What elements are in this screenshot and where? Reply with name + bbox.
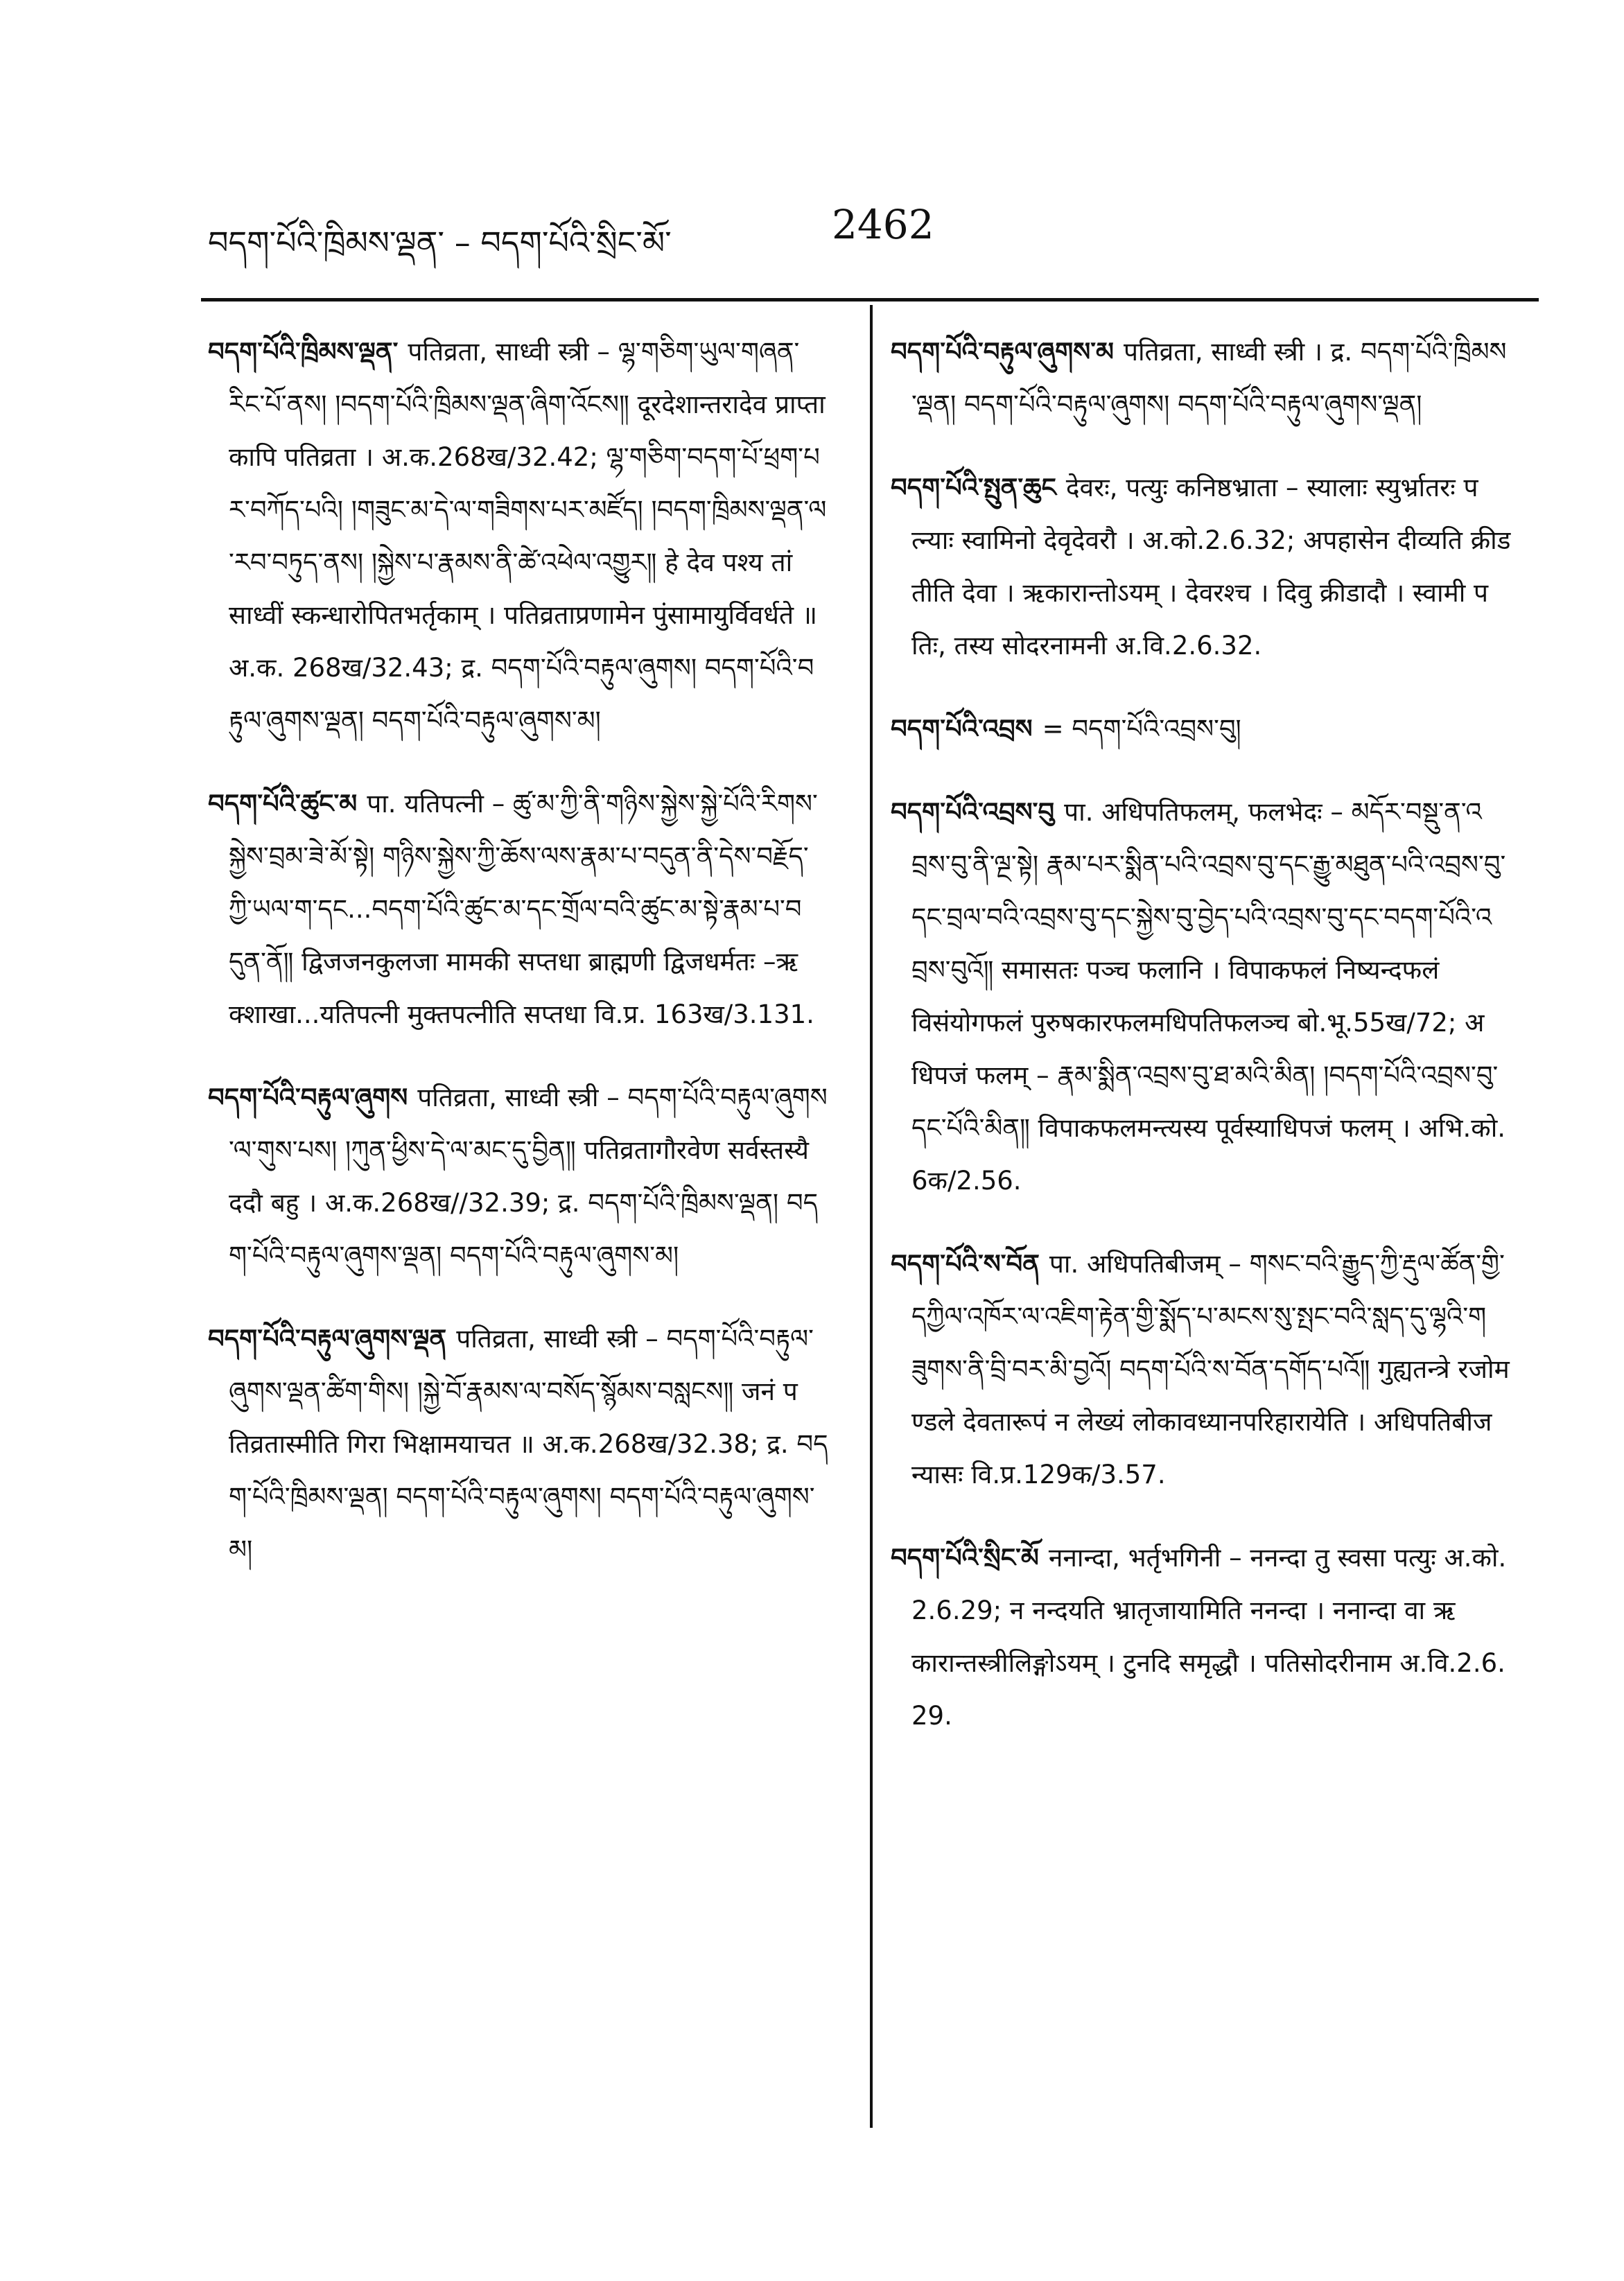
entry-headword: བདག་པོའི་འབྲས [891,714,1033,744]
dictionary-entry [891,1238,1511,1501]
dictionary-entry [208,778,828,1041]
entry-headword: བདག་པོའི་འབྲས་བུ [891,797,1055,827]
entry-text: पा. यतिपत्नी – ཚུ་མ་ཀྱི་ནི་གཉིས་སྐྱེས་སྐྱེ་པོའི་རིགས་སྐྱེས་བྲམ་ཟེ་མོ་སྟེ། གཉིས་སྐྱེས་ཀྱི་ཆོས་ལས་རྣམ་པ་བདུན་ནི་དེས་བརྗོད་ཀྱི་ཡལ་ག་དང...བདག་པོའི་ཚུང་མ་དང་གྲོལ་བའི་ཚུང་མ་སྟེ་རྣམ་པ་བདུན་ནོ༎ द्विजजनकुलजा मामकी सप्तधा ब्राह्मणी द्विजधर्मतः –ऋक्शाखा...यतिपत्नी मुक्तपत्नीति सप्तधा वि.प्र. 163ख/3.131. [229,789,818,1029]
entry-headword: བདག་པོའི་སྤུན་ཆུང [891,473,1056,502]
page-number: 2462 [832,201,934,248]
entry-text: = བདག་པོའི་འབྲས་བུ། [1042,714,1241,744]
entry-headword: བདག་པོའི་ཁྲིམས་ལྡན་ [208,337,399,367]
entry-text: ननान्दा, भर्तृभगिनी – ननन्दा तु स्वसा पत्युः अ.को.2.6.29; न नन्दयति भ्रातृजायामिति ननन्दा । ननान्दा वा ऋकारान्तस्त्रीलिङ्गोऽयम् । टुनदि समृद्धौ । पतिसोदरीनाम अ.वि.2.6.29. [911,1543,1507,1731]
column-divider [870,305,873,2128]
entry-text: पतिव्रता, साध्वी स्त्री – ལྷ་གཅིག་ཡུལ་གཞན་རིང་པོ་ནས། །བདག་པོའི་ཁྲིམས་ལྡན་ཞིག་འོངས༎ दूरदेशान्तरादेव प्राप्ता कापि पतिव्रता । अ.क.268ख/32.42; ལྷ་གཅིག་བདག་པོ་ཕྲག་པར་བཀོད་པའི། །གཟུང་མ་དེ་ལ་གཟིགས་པར་མཛོད། །བདག་ཁྲིམས་ལྡན་ལ་རབ་བཏུད་ནས། །སྐྱེས་པ་རྣམས་ནི་ཚེ་འཕེལ་འགྱུར༎ हे देव पश्य तां साध्वीं स्कन्धारोपितभर्तृकाम् । पतिव्रताप्रणामेन पुंसामायुर्विवर्धते ॥ अ.क. 268ख/32.43; द्र. བདག་པོའི་བརྟུལ་ཞུགས། བདག་པོའི་བརྟུལ་ཞུགས་ལྡན། བདག་པོའི་བརྟུལ་ཞུགས་མ། [229,337,827,735]
entry-headword: བདག་པོའི་སྲིང་མོ [891,1543,1039,1573]
dictionary-entry [208,1072,828,1282]
entry-text: पा. अधिपतिफलम्, फलभेदः – མདོར་བསྡུ་ན་འབྲས་བུ་ནི་ལྔ་སྟེ། རྣམ་པར་སྨིན་པའི་འབྲས་བུ་དང་རྒྱུ་མཐུན་པའི་འབྲས་བུ་དང་བྲལ་བའི་འབྲས་བུ་དང་སྐྱེས་བུ་བྱེད་པའི་འབྲས་བུ་དང་བདག་པོའི་འབྲས་བུའོ༎ समासतः पञ्च फलानि । विपाकफलं निष्यन्दफलं विसंयोगफलं पुरुषकारफलमधिपतिफलञ्च बो.भू.55ख/72; अधिपजं फलम् – རྣམ་སྨིན་འབྲས་བུ་ཐ་མའི་མིན། །བདག་པོའི་འབྲས་བུ་དང་པོའི་མིན༎ विपाकफलमन्त्यस्य पूर्वस्याधिपजं फलम् । अभि.को. 6क/2.56. [911,797,1506,1196]
entry-headword: བདག་པོའི་བརྟུལ་ཞུགས་མ [891,337,1114,367]
entry-headword: བདག་པོའི་བརྟུལ་ཞུགས་ལྡན [208,1324,447,1354]
dictionary-entry [208,1313,828,1576]
entry-headword: བདག་པོའི་བརྟུལ་ཞུགས [208,1083,408,1112]
dictionary-entry [208,326,828,747]
dictionary-entry [891,326,1511,431]
entry-headword: བདག་པོའི་ཚུང་མ [208,789,358,819]
entry-text: पतिव्रता, साध्वी स्त्री – བདག་པོའི་བརྟུལ་ཞུགས་ལྡན་ཚིག་གིས། །སྐྱེ་བོ་རྣམས་ལ་བསོད་སྙོམས་བསླངས༎ जनं पतिव्रतास्मीति गिरा भिक्षामयाचत ॥ अ.क.268ख/32.38; द्र. བདག་པོའི་ཁྲིམས་ལྡན། བདག་པོའི་བརྟུལ་ཞུགས། བདག་པོའི་བརྟུལ་ཞུགས་མ། [229,1324,828,1564]
entry-headword: བདག་པོའི་ས་བོན [891,1249,1040,1279]
running-head: བདག་པོའི་ཁྲིམས་ལྡན་ – བདག་པོའི་སྲིང་མོ་ [208,224,672,261]
left-column [208,326,828,2162]
right-column [891,326,1511,2162]
entry-text: पतिव्रता, साध्वी स्त्री । द्र. བདག་པོའི་ཁྲིམས་ལྡན། བདག་པོའི་བརྟུལ་ཞུགས། བདག་པོའི་བརྟུལ་ཞུགས་ལྡན། [911,337,1507,419]
entry-text: पा. अधिपतिबीजम् – གསང་བའི་རྒྱུད་ཀྱི་རྡུལ་ཚོན་གྱི་དཀྱིལ་འཁོར་ལ་འཇིག་རྟེན་གྱི་སྨོད་པ་མངས་སུ་སྤང་བའི་སླད་དུ་ལྷའི་གཟུགས་ནི་བྲི་བར་མི་བྱའོ། བདག་པོའི་ས་བོན་དགོད་པའོ༎ गुह्यतन्त्रे रजोमण्डले देवतारूपं न लेख्यं लोकावध्यानपरिहारायेति । अधिपतिबीजन्यासः वि.प्र.129क/3.57. [911,1249,1510,1489]
entry-text: पतिव्रता, साध्वी स्त्री – བདག་པོའི་བརྟུལ་ཞུགས་ལ་གུས་པས། །ཀུན་ཕྱིས་དེ་ལ་མང་དུ་བྱིན༎ पतिव्रतागौरवेण सर्वस्तस्यै ददौ बहु । अ.क.268ख//32.39; द्र. བདག་པོའི་ཁྲིམས་ལྡན། བདག་པོའི་བརྟུལ་ཞུགས་ལྡན། བདག་པོའི་བརྟུལ་ཞུགས་མ། [229,1083,828,1270]
dictionary-entry [891,462,1511,672]
dictionary-entry [891,786,1511,1207]
entry-text: देवरः, पत्युः कनिष्ठभ्राता – स्यालाः स्युर्भ्रातरः पत्न्याः स्वामिनो देवृदेवरौ । अ.को.2.6.32; अपहासेन दीव्यति क्रीडतीति देवा । ऋकारान्तोऽयम् । देवरश्च । दिवु क्रीडादौ । स्वामी पतिः, तस्य सोदरनामनी अ.वि.2.6.32. [911,473,1511,661]
page-header [208,201,1456,277]
dictionary-entry [891,703,1511,755]
header-rule [201,298,1539,301]
dictionary-entry [891,1532,1511,1742]
